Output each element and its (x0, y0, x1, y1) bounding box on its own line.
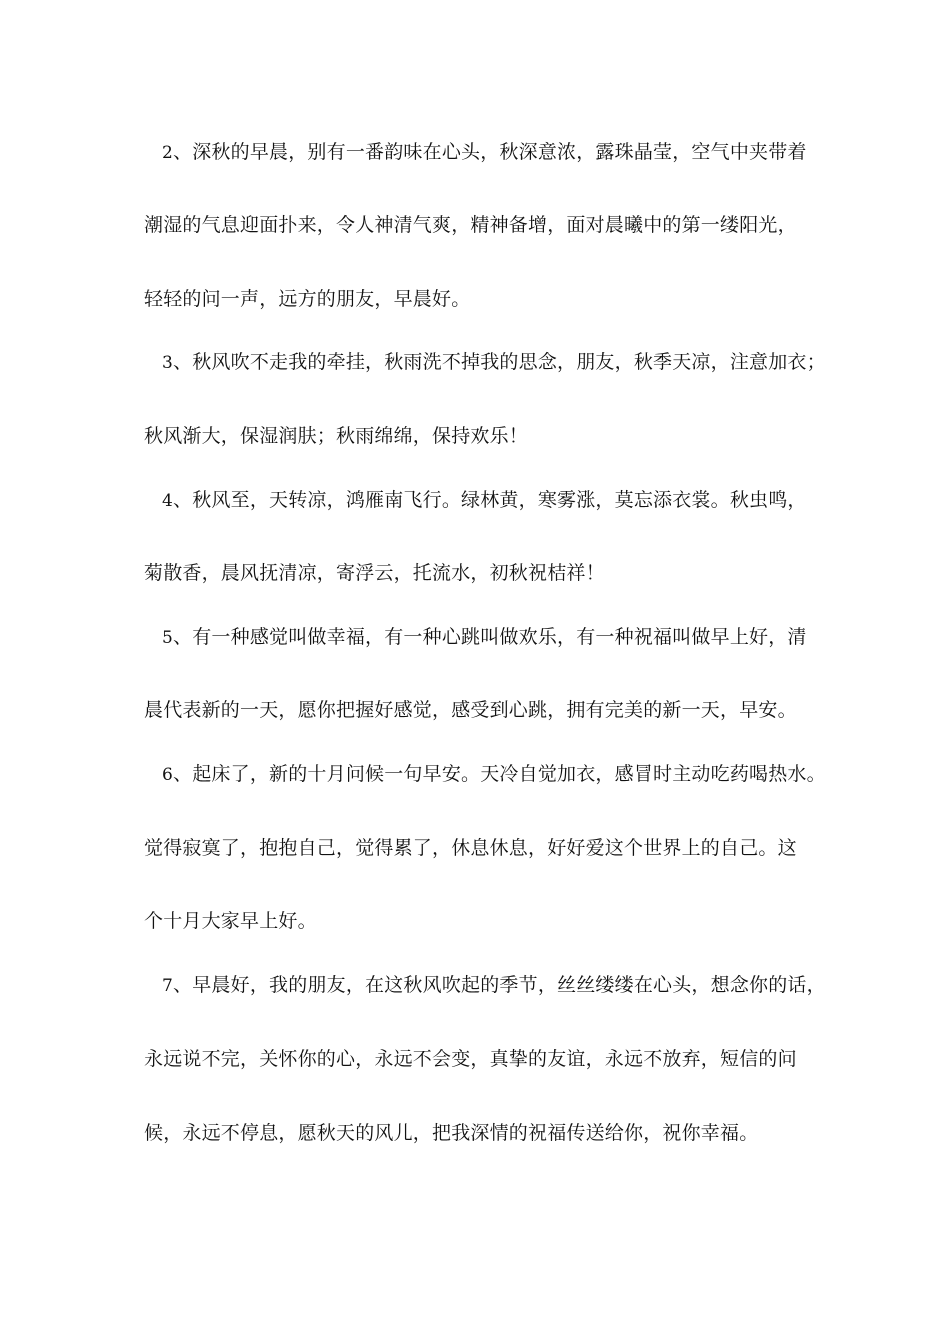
paragraph-number: 5 (162, 628, 174, 648)
paragraph-2-line-3: 轻轻的问一声，远方的朋友，早晨好。 (144, 288, 471, 310)
paragraph-number: 3 (162, 353, 174, 373)
paragraph-5-line-1 (162, 625, 842, 650)
paragraph-number: 2 (162, 143, 174, 163)
paragraph-6-line-1 (162, 762, 842, 787)
paragraph-number: 7 (162, 976, 174, 996)
paragraph-6-line-2: 觉得寂寞了，抱抱自己，觉得累了，休息休息，好好爱这个世界上的自己。这 (144, 837, 797, 859)
paragraph-4-line-1 (162, 488, 842, 513)
paragraph-6-line-3: 个十月大家早上好。 (144, 910, 317, 932)
paragraph-number: 4 (162, 491, 174, 511)
paragraph-text: 、起床了，新的十月问候一句早安。天冷自觉加衣，感冒时主动吃药喝热水。 (173, 763, 826, 785)
paragraph-7-line-2: 永远说不完，关怀你的心，永远不会变，真挚的友谊，永远不放弃，短信的问 (144, 1048, 797, 1070)
paragraph-3-line-1 (162, 350, 842, 375)
paragraph-5-line-2: 晨代表新的一天，愿你把握好感觉，感受到心跳，拥有完美的新一天，早安。 (144, 699, 797, 721)
paragraph-text: 、秋风至，天转凉，鸿雁南飞行。绿林黄，寒雾涨，莫忘添衣裳。秋虫鸣， (173, 489, 807, 511)
paragraph-text: 、早晨好，我的朋友，在这秋风吹起的季节，丝丝缕缕在心头，想念你的话， (173, 974, 826, 996)
paragraph-7-line-1 (162, 973, 842, 998)
paragraph-4-line-2: 菊散香，晨风抚清凉，寄浮云，托流水，初秋祝桔祥！ (144, 562, 605, 584)
paragraph-text: 、有一种感觉叫做幸福，有一种心跳叫做欢乐，有一种祝福叫做早上好，清 (173, 626, 807, 648)
paragraph-2-line-1 (162, 140, 842, 165)
paragraph-text: 、深秋的早晨，别有一番韵味在心头，秋深意浓，露珠晶莹，空气中夹带着 (173, 141, 807, 163)
paragraph-text: 、秋风吹不走我的牵挂，秋雨洗不掉我的思念，朋友，秋季天凉，注意加衣； (173, 351, 826, 373)
paragraph-3-line-2: 秋风渐大，保湿润肤；秋雨绵绵，保持欢乐！ (144, 425, 529, 447)
paragraph-2-line-2: 潮湿的气息迎面扑来，令人神清气爽，精神备增，面对晨曦中的第一缕阳光， (144, 214, 797, 236)
paragraph-7-line-3: 候，永远不停息，愿秋天的风儿，把我深情的祝福传送给你，祝你幸福。 (144, 1122, 759, 1144)
paragraph-number: 6 (162, 765, 174, 785)
